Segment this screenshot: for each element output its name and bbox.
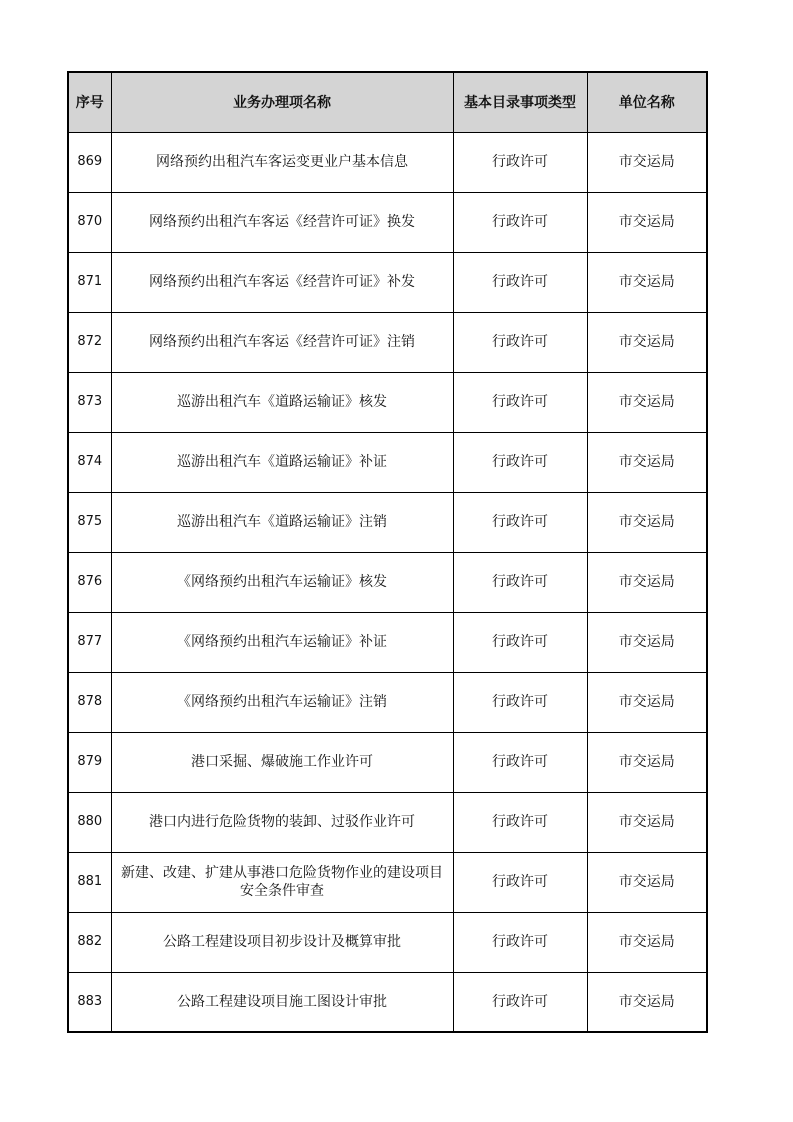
cell-unit-name: 市交运局 xyxy=(587,732,707,792)
cell-item-type: 行政许可 xyxy=(453,972,587,1032)
cell-unit-name: 市交运局 xyxy=(587,672,707,732)
table-row xyxy=(68,552,707,612)
cell-unit-name: 市交运局 xyxy=(587,192,707,252)
header-item-type: 基本目录事项类型 xyxy=(453,72,587,132)
cell-item-name: 港口采掘、爆破施工作业许可 xyxy=(111,732,453,792)
cell-item-type: 行政许可 xyxy=(453,672,587,732)
header-unit-name: 单位名称 xyxy=(587,72,707,132)
cell-unit-name: 市交运局 xyxy=(587,852,707,912)
cell-item-type: 行政许可 xyxy=(453,852,587,912)
cell-unit-name: 市交运局 xyxy=(587,552,707,612)
cell-unit-name: 市交运局 xyxy=(587,432,707,492)
cell-serial-number: 872 xyxy=(68,312,111,372)
cell-serial-number: 883 xyxy=(68,972,111,1032)
cell-serial-number: 877 xyxy=(68,612,111,672)
cell-item-type: 行政许可 xyxy=(453,792,587,852)
cell-item-name: 网络预约出租汽车客运《经营许可证》补发 xyxy=(111,252,453,312)
cell-serial-number: 878 xyxy=(68,672,111,732)
table-row xyxy=(68,252,707,312)
table-row xyxy=(68,852,707,912)
cell-item-type: 行政许可 xyxy=(453,252,587,312)
table-row xyxy=(68,372,707,432)
cell-item-name: 巡游出租汽车《道路运输证》核发 xyxy=(111,372,453,432)
table-body xyxy=(68,132,707,1032)
cell-item-type: 行政许可 xyxy=(453,732,587,792)
table-row xyxy=(68,792,707,852)
cell-item-type: 行政许可 xyxy=(453,492,587,552)
cell-item-name: 公路工程建设项目施工图设计审批 xyxy=(111,972,453,1032)
cell-serial-number: 875 xyxy=(68,492,111,552)
cell-unit-name: 市交运局 xyxy=(587,612,707,672)
cell-serial-number: 873 xyxy=(68,372,111,432)
cell-serial-number: 876 xyxy=(68,552,111,612)
cell-unit-name: 市交运局 xyxy=(587,132,707,192)
cell-item-name: 巡游出租汽车《道路运输证》补证 xyxy=(111,432,453,492)
cell-serial-number: 870 xyxy=(68,192,111,252)
service-items-table xyxy=(67,71,708,1033)
table-row xyxy=(68,972,707,1032)
cell-serial-number: 874 xyxy=(68,432,111,492)
table-row xyxy=(68,672,707,732)
cell-unit-name: 市交运局 xyxy=(587,372,707,432)
cell-item-type: 行政许可 xyxy=(453,132,587,192)
table-row xyxy=(68,432,707,492)
header-item-name: 业务办理项名称 xyxy=(111,72,453,132)
cell-item-type: 行政许可 xyxy=(453,312,587,372)
cell-item-name: 网络预约出租汽车客运变更业户基本信息 xyxy=(111,132,453,192)
cell-item-name: 巡游出租汽车《道路运输证》注销 xyxy=(111,492,453,552)
cell-item-type: 行政许可 xyxy=(453,552,587,612)
cell-item-name: 港口内进行危险货物的装卸、过驳作业许可 xyxy=(111,792,453,852)
table-row xyxy=(68,732,707,792)
table-row xyxy=(68,192,707,252)
header-serial-number: 序号 xyxy=(68,72,111,132)
cell-serial-number: 879 xyxy=(68,732,111,792)
cell-unit-name: 市交运局 xyxy=(587,492,707,552)
cell-serial-number: 880 xyxy=(68,792,111,852)
cell-item-name: 《网络预约出租汽车运输证》补证 xyxy=(111,612,453,672)
cell-item-type: 行政许可 xyxy=(453,432,587,492)
table-header-row xyxy=(68,72,707,132)
table-row xyxy=(68,612,707,672)
cell-unit-name: 市交运局 xyxy=(587,792,707,852)
cell-serial-number: 882 xyxy=(68,912,111,972)
cell-unit-name: 市交运局 xyxy=(587,252,707,312)
table-row xyxy=(68,312,707,372)
cell-item-name: 公路工程建设项目初步设计及概算审批 xyxy=(111,912,453,972)
cell-item-name: 网络预约出租汽车客运《经营许可证》换发 xyxy=(111,192,453,252)
cell-item-name: 《网络预约出租汽车运输证》注销 xyxy=(111,672,453,732)
service-table-container xyxy=(67,71,706,1033)
cell-item-type: 行政许可 xyxy=(453,612,587,672)
cell-item-name: 《网络预约出租汽车运输证》核发 xyxy=(111,552,453,612)
cell-serial-number: 869 xyxy=(68,132,111,192)
cell-item-type: 行政许可 xyxy=(453,372,587,432)
cell-item-name: 网络预约出租汽车客运《经营许可证》注销 xyxy=(111,312,453,372)
cell-item-name: 新建、改建、扩建从事港口危险货物作业的建设项目安全条件审查 xyxy=(111,852,453,912)
cell-serial-number: 871 xyxy=(68,252,111,312)
table-row xyxy=(68,132,707,192)
cell-unit-name: 市交运局 xyxy=(587,912,707,972)
cell-item-type: 行政许可 xyxy=(453,912,587,972)
table-row xyxy=(68,492,707,552)
cell-unit-name: 市交运局 xyxy=(587,972,707,1032)
cell-unit-name: 市交运局 xyxy=(587,312,707,372)
cell-item-type: 行政许可 xyxy=(453,192,587,252)
table-row xyxy=(68,912,707,972)
cell-serial-number: 881 xyxy=(68,852,111,912)
